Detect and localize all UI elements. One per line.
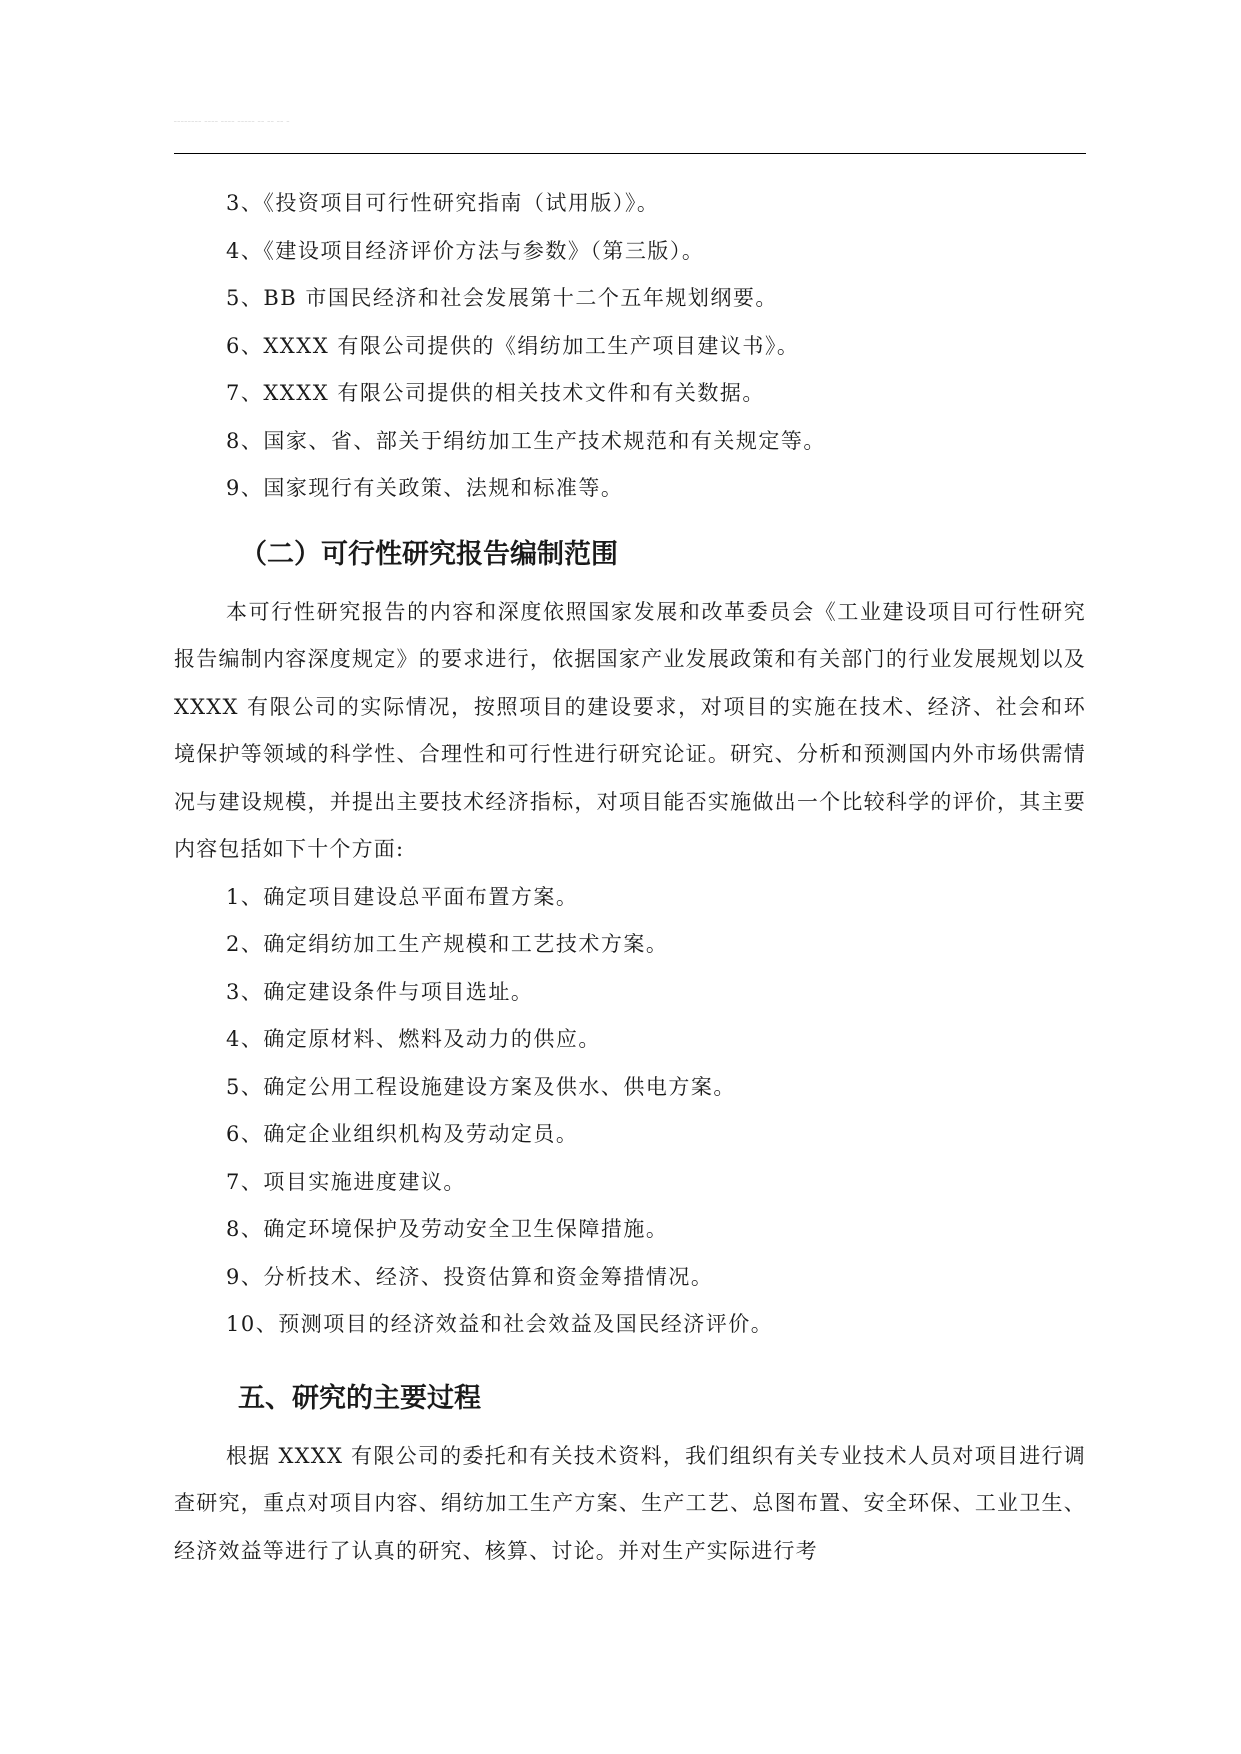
list-item: 9、国家现行有关政策、法规和标准等。 [226,476,624,500]
list-item: 7、XXXX 有限公司提供的相关技术文件和有关数据。 [226,381,765,405]
document-body [174,180,1086,1575]
section-heading-process: 五、研究的主要过程 [238,1382,481,1414]
list-item: 2、确定绢纺加工生产规模和工艺技术方案。 [226,932,669,956]
list-item: 5、BB 市国民经济和社会发展第十二个五年规划纲要。 [226,286,778,310]
list-item: 3、《投资项目可行性研究指南（试用版）》。 [226,191,660,215]
list-item: 4、《建设项目经济评价方法与参数》（第三版）。 [226,238,705,263]
process-paragraph: 根据 XXXX 有限公司的委托和有关技术资料，我们组织有关专业技术人员对项目进行调查研究，重点对项目内容、绢纺加工生产方案、生产工艺、总图布置、安全环保、工业卫生、经济效益等进行了认真的研究、核算、讨论。并对生产实际进行考 [174,1443,1086,1563]
header-divider [174,153,1086,154]
list-item: 10、预测项目的经济效益和社会效益及国民经济评价。 [226,1312,774,1336]
scope-list [174,874,1086,1349]
list-item: 4、确定原材料、燃料及动力的供应。 [226,1027,601,1051]
list-item: 3、确定建设条件与项目选址。 [226,979,534,1004]
section-heading-scope: （二）可行性研究报告编制范围 [240,538,618,570]
scope-paragraph: 本可行性研究报告的内容和深度依照国家发展和改革委员会《工业建设项目可行性研究报告编制内容深度规定》的要求进行，依据国家产业发展政策和有关部门的行业发展规划以及 XXXX 有限公司的实际情况，按照项目的建设要求，对项目的实施在技术、经济、社会和环境保护等领域的科学性、合理性和可行性进行研究论证。研究、分析和预测国内外市场供需情况与建设规模，并提出主要技术经济指标，对项目能否实施做出一个比较科学的评价，其主要内容包括如下十个方面: [174,599,1086,861]
basis-list [174,180,1086,513]
list-item: 9、分析技术、经济、投资估算和资金筹措情况。 [226,1264,714,1289]
list-item: 8、确定环境保护及劳动安全卫生保障措施。 [226,1217,669,1241]
list-item: 6、确定企业组织机构及劳动定员。 [226,1122,579,1146]
list-item: 6、XXXX 有限公司提供的《绢纺加工生产项目建议书》。 [226,333,800,358]
list-item: 7、项目实施进度建议。 [226,1169,466,1194]
page-header-text: ________ ____ ____ _____ __ __ __ _ [174,116,291,122]
list-item: 8、国家、省、部关于绢纺加工生产技术规范和有关规定等。 [226,428,826,453]
list-item: 1、确定项目建设总平面布置方案。 [226,884,579,909]
list-item: 5、确定公用工程设施建设方案及供水、供电方案。 [226,1074,736,1099]
